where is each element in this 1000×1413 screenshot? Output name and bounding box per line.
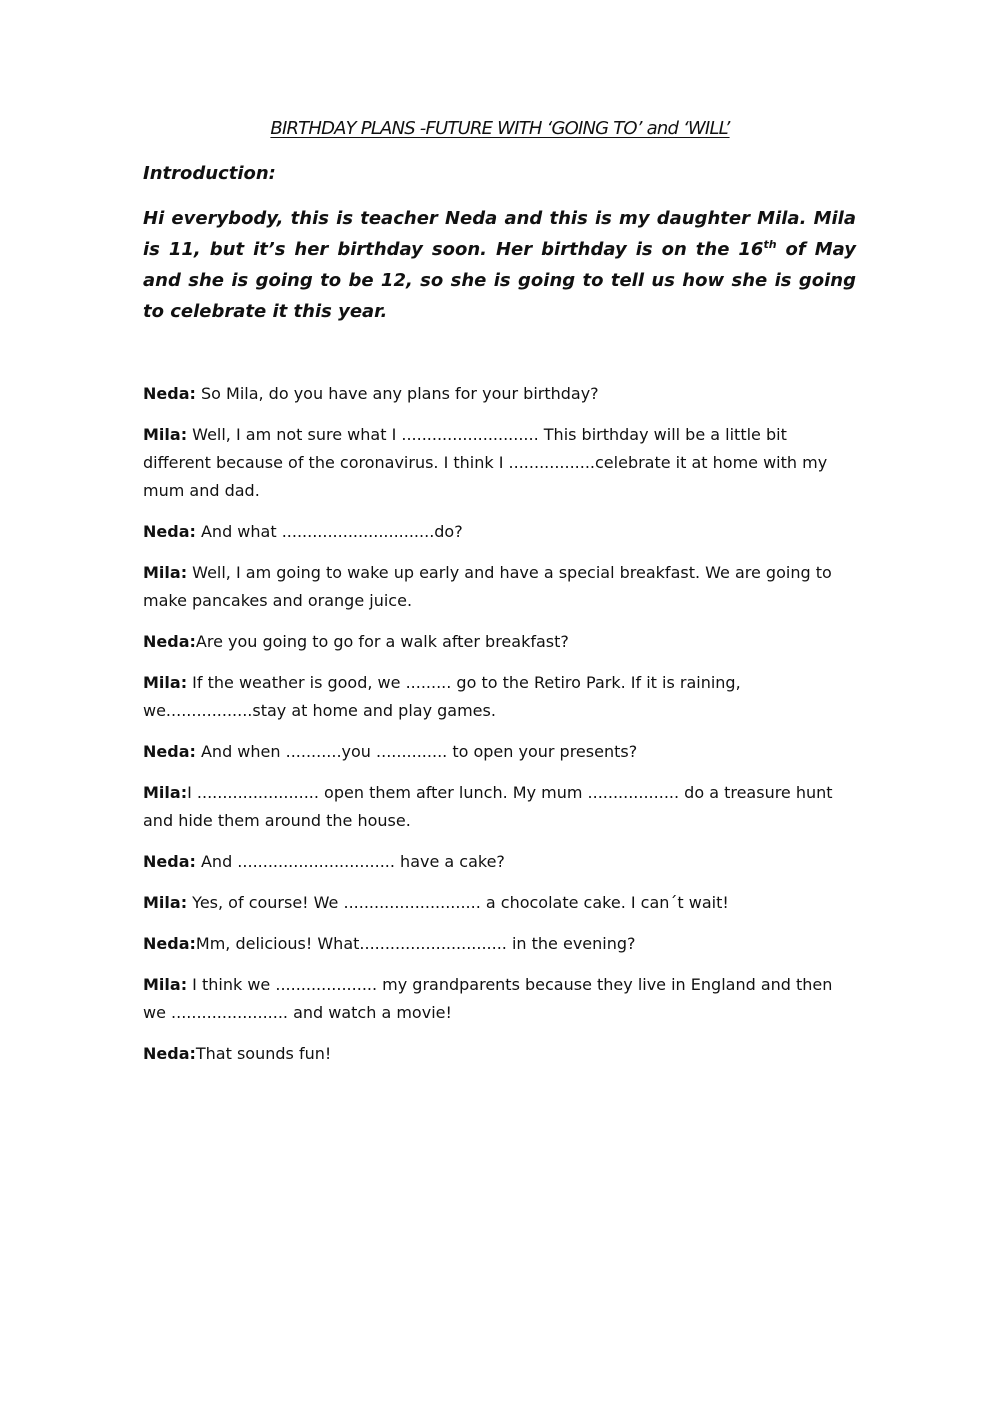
speaker-name: Neda: [143, 384, 196, 403]
dialogue-text: Yes, of course! We ........................... a chocolate cake. I can´t wait! [187, 893, 729, 912]
introduction-text [143, 203, 856, 327]
dialogue-line [143, 930, 859, 958]
dialogue-text: Are you going to go for a walk after breakfast? [195, 632, 569, 651]
dialogue-text: Well, I am going to wake up early and have a special breakfast. We are going to make pancakes and orange juice. [143, 563, 832, 610]
speaker-name: Mila: [143, 673, 188, 692]
dialogue-line [143, 559, 859, 615]
dialogue-text: That sounds fun! [195, 1044, 332, 1063]
dialogue-line [143, 628, 859, 656]
speaker-name: Neda: [143, 742, 196, 761]
dialogue-text: I think we .................... my grandparents because they live in England and then we ....................... and watch a movie! [143, 975, 833, 1022]
introduction-text-part-2: of May and she is going to be 12, so she is going to tell us how she is going to celebrate it this year. [143, 239, 856, 322]
speaker-name: Mila: [143, 975, 188, 994]
dialogue-text: So Mila, do you have any plans for your birthday? [195, 384, 599, 403]
speaker-name: Neda: [143, 934, 196, 953]
dialogue-text: Mm, delicious! What............................. in the evening? [195, 934, 636, 953]
dialogue-text: And ............................... have a cake? [195, 852, 505, 871]
introduction-heading: Introduction: [143, 163, 276, 184]
speaker-name: Mila: [143, 893, 188, 912]
dialogue-line [143, 518, 859, 546]
dialogue-line [143, 669, 859, 725]
dialogue-line [143, 971, 859, 1027]
introduction-text-part-1: Hi everybody, this is teacher Neda and this is my daughter Mila. Mila is 11, but it’s her birthday soon. Her birthday is on the 16 [143, 208, 856, 260]
dialogue-line [143, 889, 859, 917]
speaker-name: Neda: [143, 632, 196, 651]
dialogue [143, 380, 859, 1081]
dialogue-line [143, 1040, 859, 1068]
dialogue-text: And when ...........you .............. to open your presents? [195, 742, 638, 761]
dialogue-text: And what ..............................do? [195, 522, 463, 541]
dialogue-line [143, 779, 859, 835]
speaker-name: Mila: [143, 783, 188, 802]
speaker-name: Neda: [143, 522, 196, 541]
dialogue-line [143, 738, 859, 766]
dialogue-text: I ........................ open them after lunch. My mum .................. do a treasure hunt and hide them around the house. [143, 783, 833, 830]
speaker-name: Neda: [143, 852, 196, 871]
dialogue-text: Well, I am not sure what I ........................... This birthday will be a little bit different because of the coronavirus. I think I .................celebrate it at home with my mum and dad. [143, 425, 828, 500]
speaker-name: Neda: [143, 1044, 196, 1063]
worksheet-title: BIRTHDAY PLANS -FUTURE WITH ‘GOING TO’ and ‘WILL’ [270, 118, 730, 139]
dialogue-line [143, 421, 859, 505]
dialogue-text: If the weather is good, we ......... go to the Retiro Park. If it is raining, we.................stay at home and play games. [143, 673, 741, 720]
dialogue-line [143, 380, 859, 408]
speaker-name: Mila: [143, 425, 188, 444]
dialogue-line [143, 848, 859, 876]
speaker-name: Mila: [143, 563, 188, 582]
ordinal-suffix: th [763, 238, 777, 251]
